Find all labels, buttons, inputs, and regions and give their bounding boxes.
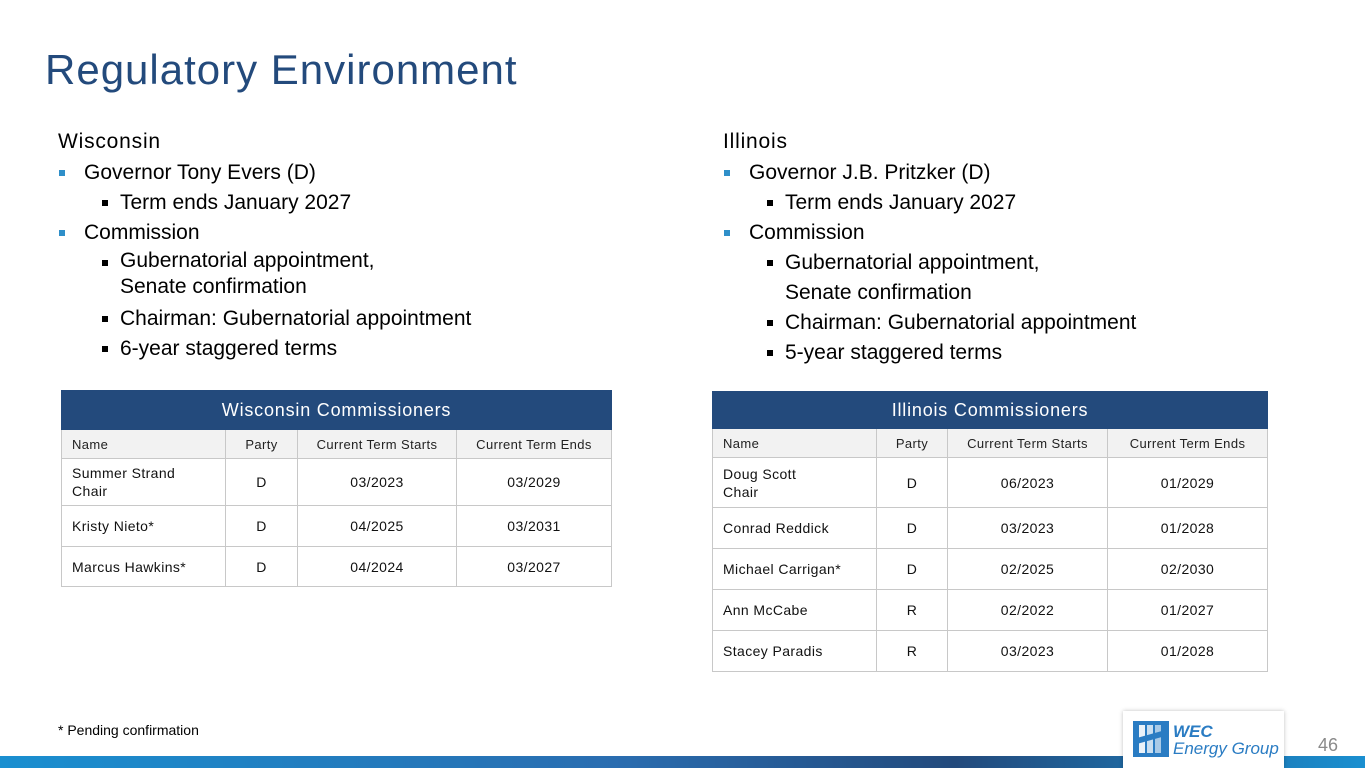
wisconsin-governor-subbullets	[58, 188, 471, 218]
column-header: Name	[62, 430, 226, 459]
table-title: Illinois Commissioners	[713, 392, 1268, 429]
appointment-text-line2: Senate confirmation	[785, 281, 972, 304]
commissioner-name: Ann McCabe	[713, 590, 877, 631]
governor-term-text: Term ends January 2027	[120, 191, 352, 214]
logo-text-line1: WEC	[1173, 722, 1213, 741]
illinois-bullets	[723, 158, 1136, 188]
square-bullet-icon	[59, 170, 65, 176]
illinois-commission-subbullets	[723, 248, 1136, 368]
term-end-cell: 03/2029	[457, 459, 612, 506]
column-header: Party	[226, 430, 298, 459]
term-start-cell: 02/2025	[948, 549, 1108, 590]
table-row	[713, 590, 1268, 631]
square-bullet-icon	[102, 316, 108, 322]
footnote: * Pending confirmation	[58, 722, 199, 738]
term-start-cell: 03/2023	[948, 631, 1108, 672]
square-bullet-icon	[724, 230, 730, 236]
square-bullet-icon	[767, 260, 773, 266]
term-end-cell: 01/2027	[1108, 590, 1268, 631]
bullet-governor-term	[58, 188, 471, 218]
table-row	[62, 506, 612, 547]
square-bullet-icon	[102, 200, 108, 206]
appointment-text-line1: Gubernatorial appointment,	[120, 249, 375, 272]
square-bullet-icon	[724, 170, 730, 176]
commissioner-role: Chair	[723, 483, 759, 500]
bullet-commission	[723, 218, 1136, 248]
commission-text: Commission	[749, 221, 865, 244]
square-bullet-icon	[102, 260, 108, 266]
commissioner-role: Chair	[72, 483, 108, 499]
bullet-chairman	[723, 308, 1136, 338]
table-row	[62, 547, 612, 587]
commissioner-name: Marcus Hawkins*	[62, 547, 226, 587]
table-row	[713, 631, 1268, 672]
bullet-appointment	[723, 248, 1136, 308]
column-header: Current Term Ends	[1108, 429, 1268, 458]
commissioner-name: Summer Strand	[72, 465, 176, 481]
bullet-governor-term	[723, 188, 1136, 218]
wisconsin-section	[58, 128, 471, 364]
commissioner-name: Conrad Reddick	[713, 508, 877, 549]
appointment-text-line2: Senate confirmation	[120, 275, 307, 298]
appointment-text-line1: Gubernatorial appointment,	[785, 251, 1040, 274]
square-bullet-icon	[767, 200, 773, 206]
wec-logo-mark-icon	[1133, 721, 1169, 757]
table-row	[62, 459, 612, 506]
wisconsin-bullets	[58, 158, 471, 188]
term-end-cell: 03/2027	[457, 547, 612, 587]
square-bullet-icon	[767, 320, 773, 326]
bullet-commission	[58, 218, 471, 248]
wisconsin-commission-subbullets	[58, 248, 471, 364]
logo-text-line2: Energy Group	[1173, 739, 1279, 758]
table-row	[713, 458, 1268, 508]
term-start-cell: 06/2023	[948, 458, 1108, 508]
chairman-text: Chairman: Gubernatorial appointment	[120, 307, 472, 330]
term-start-cell: 02/2022	[948, 590, 1108, 631]
table-header-row	[62, 430, 612, 459]
square-bullet-icon	[102, 346, 108, 352]
column-header: Current Term Starts	[948, 429, 1108, 458]
illinois-governor-subbullets	[723, 188, 1136, 218]
wisconsin-commission-bullet-list	[58, 218, 471, 248]
logo-text	[1173, 723, 1279, 757]
bullet-governor	[58, 158, 471, 188]
table-row	[713, 549, 1268, 590]
column-header: Name	[713, 429, 877, 458]
party-cell: R	[877, 631, 948, 672]
state-heading-illinois: Illinois	[723, 130, 788, 153]
square-bullet-icon	[767, 350, 773, 356]
commissioner-name-cell	[62, 459, 226, 506]
table-title: Wisconsin Commissioners	[62, 391, 612, 430]
wec-logo	[1123, 711, 1284, 768]
bullet-appointment	[58, 248, 471, 304]
commissioner-name: Doug Scott	[723, 465, 797, 482]
slide-title: Regulatory Environment	[45, 46, 518, 93]
commissioner-name-cell	[713, 458, 877, 508]
table-header-row	[713, 429, 1268, 458]
party-cell: D	[226, 547, 298, 587]
chairman-text: Chairman: Gubernatorial appointment	[785, 311, 1137, 334]
square-bullet-icon	[59, 230, 65, 236]
bullet-terms	[723, 338, 1136, 368]
illinois-section	[723, 128, 1136, 368]
terms-text: 6-year staggered terms	[120, 337, 338, 360]
table-row	[713, 508, 1268, 549]
commissioner-name: Kristy Nieto*	[62, 506, 226, 547]
column-header: Current Term Starts	[298, 430, 457, 459]
governor-text: Governor J.B. Pritzker (D)	[749, 161, 991, 184]
column-header: Current Term Ends	[457, 430, 612, 459]
commission-text: Commission	[84, 221, 200, 244]
bullet-terms	[58, 334, 471, 364]
illinois-commissioners-table	[712, 391, 1268, 672]
terms-text: 5-year staggered terms	[785, 341, 1003, 364]
term-start-cell: 03/2023	[298, 459, 457, 506]
term-start-cell: 04/2025	[298, 506, 457, 547]
wisconsin-commissioners-table	[61, 390, 612, 587]
party-cell: D	[877, 508, 948, 549]
term-start-cell: 03/2023	[948, 508, 1108, 549]
column-header: Party	[877, 429, 948, 458]
party-cell: D	[877, 549, 948, 590]
page-number: 46	[1318, 735, 1339, 755]
party-cell: D	[226, 506, 298, 547]
term-end-cell: 01/2029	[1108, 458, 1268, 508]
term-end-cell: 03/2031	[457, 506, 612, 547]
party-cell: R	[877, 590, 948, 631]
bullet-governor	[723, 158, 1136, 188]
party-cell: D	[877, 458, 948, 508]
governor-text: Governor Tony Evers (D)	[84, 161, 316, 184]
state-heading-wisconsin: Wisconsin	[58, 130, 161, 153]
governor-term-text: Term ends January 2027	[785, 191, 1017, 214]
term-end-cell: 01/2028	[1108, 508, 1268, 549]
term-end-cell: 02/2030	[1108, 549, 1268, 590]
term-start-cell: 04/2024	[298, 547, 457, 587]
term-end-cell: 01/2028	[1108, 631, 1268, 672]
party-cell: D	[226, 459, 298, 506]
commissioner-name: Stacey Paradis	[713, 631, 877, 672]
bullet-chairman	[58, 304, 471, 334]
commissioner-name: Michael Carrigan*	[713, 549, 877, 590]
illinois-commission-bullet-list	[723, 218, 1136, 248]
